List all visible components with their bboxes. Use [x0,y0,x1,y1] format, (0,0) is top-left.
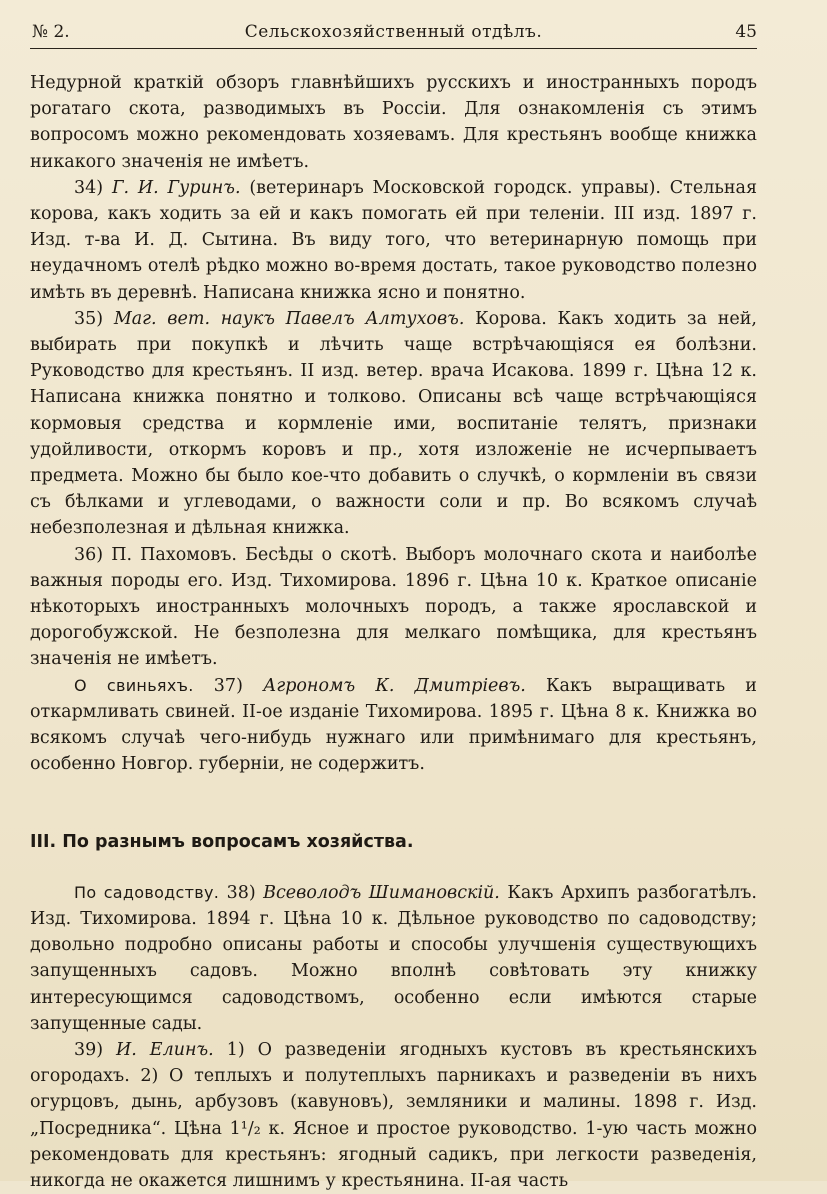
entry-text: 1) О разведеніи ягодныхъ кустовъ въ крестьянскихъ огородахъ. 2) О теплыхъ и полутеплыхъ парникахъ и разведеніи въ нихъ огурцовъ, дынь, арбузовъ (кавуновъ), земляники и малины. 1898 г. Изд. „Посредника“. Цѣна 1¹/₂ к. Ясное и простое руководство. 1-ую часть можно рекомендовать для крестьянъ: ягодный садикъ, при легкости разведенія, никогда не окажется лишнимъ у крестьянина. II-ая часть [30,1039,757,1191]
page-body [30,70,757,1194]
entry-author: И. Елинъ. [116,1039,214,1060]
entry-37 [30,673,757,778]
entry-38 [30,880,757,1037]
entry-author: Г. И. Гуринъ. [111,177,241,198]
entry-39 [30,1037,757,1194]
entry-number: 37) [213,675,243,696]
entry-35 [30,306,757,542]
entry-text: Какъ Архипъ разбогатѣлъ. Изд. Тихомирова. 1894 г. Цѣна 10 к. Дѣльное руководство по садоводству; довольно подробно описаны работы и способы улучшенія существующихъ запущенныхъ садовъ. Можно вполнѣ совѣтовать эту книжку интересующимся садоводствомъ, особенно если имѣются старые запущенные сады. [30,882,757,1034]
entry-number: 39) [74,1039,104,1060]
entry-text: Бесѣды о скотѣ. Выборъ молочнаго скота и наиболѣе важныя породы его. Изд. Тихомирова. 1896 г. Цѣна 10 к. Краткое описаніе нѣкоторыхъ иностранныхъ молочныхъ породъ, а также ярославской и дорогобужской. Не безполезна для мелкаго помѣщика, для крестьянъ значенія не имѣетъ. [30,544,757,670]
section-heading: III. По разнымъ вопросамъ хозяйства. [30,832,414,853]
entry-author: К. Дмитріевъ. [375,675,526,696]
running-title: Сельскохозяйственный отдѣлъ. [244,22,543,42]
entry-number: 36) [74,544,104,565]
entry-text: Корова. Какъ ходить за ней, выбирать при покупкѣ и лѣчить чаще встрѣчающіяся ея болѣзни. Руководство для крестьянъ. II изд. ветер. врача Исакова. 1899 г. Цѣна 12 к. Написана книжка понятно и толково. Описаны всѣ чаще встрѣчающіяся кормовыя средства и кормленіе ими, воспитаніе телятъ, признаки удойливости, откормъ коровъ и пр., хотя изложеніе не исчерпываетъ предмета. Можно бы было кое-что добавить о случкѣ, о кормленіи въ связи съ бѣлками и углеводами, о важности соли и пр. Во всякомъ случаѣ небезполезная и дѣльная книжка. [30,308,757,539]
page-header [30,22,757,49]
entry-author-title: Агрономъ [263,675,356,696]
entry-author: П. Пахомовъ. [111,544,237,565]
topic-lead: По садоводству. [74,882,220,902]
entry-text: (ветеринаръ Московской городск. управы). Стельная корова, какъ ходить за ей и какъ помогать ей при теленіи. III изд. 1897 г. Изд. т-ва И. Д. Сытина. Въ виду того, что ветеринарную помощь при неудачномъ отелѣ рѣдко можно во-время достать, такое руководство полезно имѣть въ деревнѣ. Написана книжка ясно и понятно. [30,177,757,303]
entry-author: Всеволодъ Шимановскій. [263,882,500,903]
issue-number: № 2. [32,22,70,42]
entry-text: Какъ выращивать и откармливать свиней. II-ое изданіе Тихомирова. 1895 г. Цѣна 8 к. Книжка во всякомъ случаѣ чего-нибудь нужнаго или примѣнимаго для крестьянъ, особенно Новгор. губерніи, не содержитъ. [30,675,757,775]
paragraph-intro: Недурной краткій обзоръ главнѣйшихъ русскихъ и иностранныхъ породъ рогатаго скота, разводимыхъ въ Россіи. Для ознакомленія съ этимъ вопросомъ можно рекомендовать хозяевамъ. Для крестьянъ вообще книжка никакого значенія не имѣетъ. [30,73,757,172]
entry-number: 38) [226,882,256,903]
page-number: 45 [735,22,757,42]
entry-number: 35) [74,308,104,329]
entry-36 [30,542,757,673]
topic-lead: О свиньяхъ. [74,675,194,695]
entry-number: 34) [74,177,104,198]
entry-34 [30,175,757,306]
entry-author: Маг. вет. наукъ Павелъ Алтуховъ. [113,308,465,329]
